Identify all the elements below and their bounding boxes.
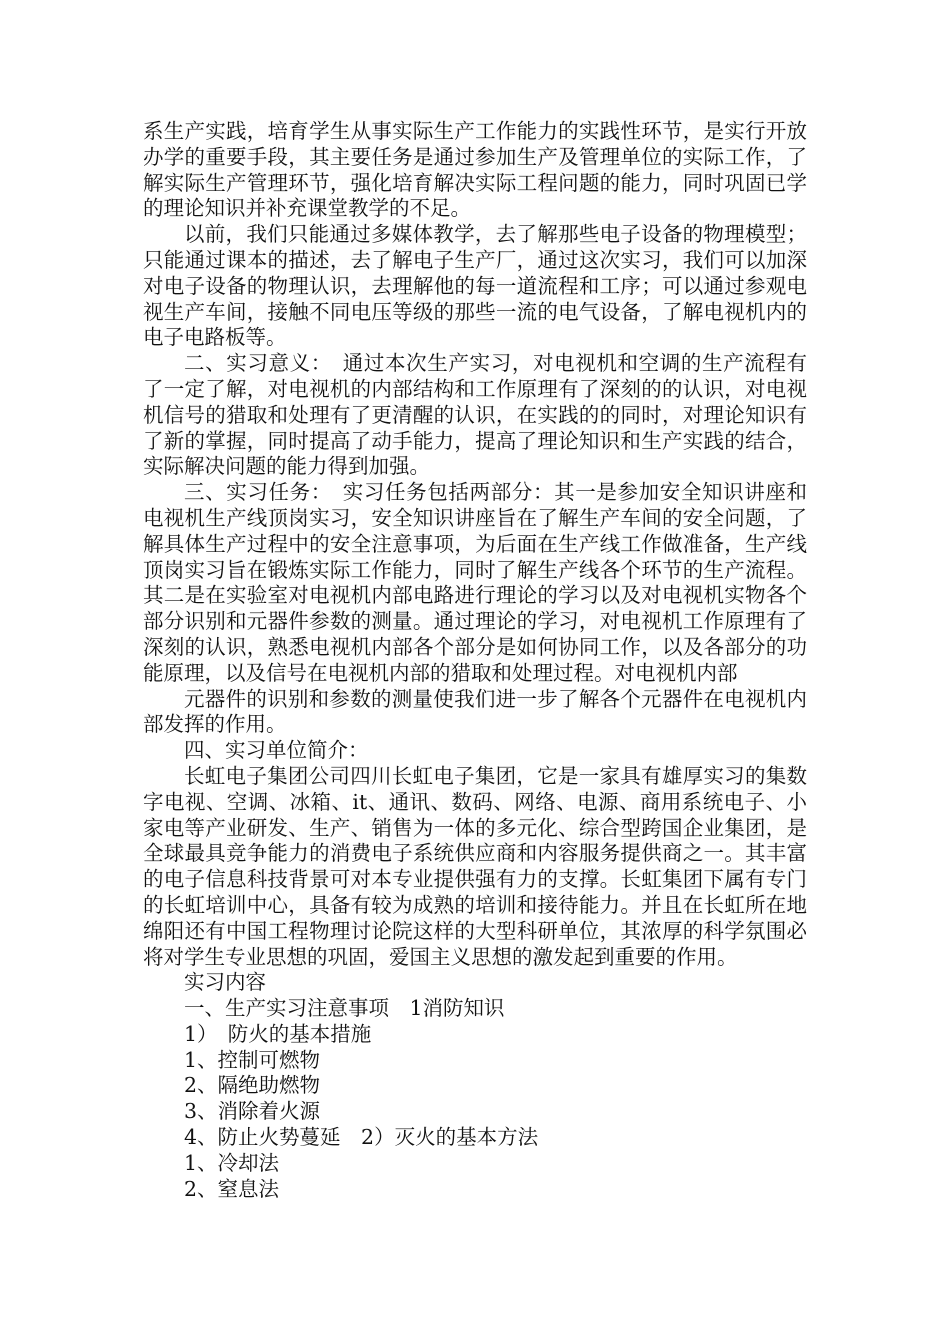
list-item: 4、防止火势蔓延 2）灭火的基本方法 [184,1125,539,1150]
list-item: 2、窒息法 [184,1176,280,1201]
paragraph-changhong-intro: 长虹电子集团公司四川长虹电子集团，它是一家具有雄厚实习的集数字电视、空调、冰箱、it、通讯、数码、网络、电源、商用系统电子、小家电等产业研发、生产、销售为一体的多元化、综合型跨国企业集团，是全球最具竞争能力的消费电子系统供应商和内容服务提供商之一。其丰富的电子信息科技背景可对本专业提供强有力的支撑。长虹集团下属有专门的长虹培训中心，具备有较为成熟的培训和接待能力。并且在长虹所在地绵阳还有中国工程物理讨论院这样的大型科研单位，其浓厚的科学氛围必将对学生专业思想的巩固，爱国主义思想的激发起到重要的作用。 [143,763,807,969]
heading-safety-notes: 一、生产实习注意事项 1消防知识 [184,996,505,1021]
paragraph-components-measurement: 元器件的识别和参数的测量使我们进一步了解各个元器件在电视机内部发挥的作用。 [143,686,807,737]
list-item: 3、消除着火源 [184,1099,321,1124]
paragraph-previously: 以前，我们只能通过多媒体教学，去了解那些电子设备的物理模型；只能通过课本的描述，去了解电子生产厂，通过这次实习，我们可以加深对电子设备的物理认识，去理解他的每一道流程和工序；可以通过参观电视生产车间，接触不同电压等级的那些一流的电气设备，了解电视机内的电子电路板等。 [143,222,807,350]
paragraph-internship-tasks: 三、实习任务： 实习任务包括两部分：其一是参加安全知识讲座和电视机生产线顶岗实习，安全知识讲座旨在了解生产车间的安全问题，了解具体生产过程中的安全注意事项，为后面在生产线工作做准备，生产线顶岗实习旨在锻炼实际工作能力，同时了解生产线各个环节的生产流程。其二是在实验室对电视机内部电路进行理论的学习以及对电视机实物各个部分识别和元器件参数的测量。通过理论的学习，对电视机工作原理有了深刻的认识，熟悉电视机内部各个部分是如何协同工作，以及各部分的功能原理，以及信号在电视机内部的猎取和处理过程。对电视机内部 [143,480,807,685]
list-item: 2、隔绝助燃物 [184,1073,321,1098]
list-item: 1、控制可燃物 [184,1047,321,1072]
paragraph-internship-significance: 二、实习意义： 通过本次生产实习，对电视机和空调的生产流程有了一定了解，对电视机的内部结构和工作原理有了深刻的的认识，对电视机信号的猎取和处理有了更清醒的认识，在实践的的同时，对理论知识有了新的掌握，同时提高了动手能力，提高了理论知识和生产实践的结合，实际解决问题的能力得到加强。 [143,351,807,479]
heading-internship-unit: 四、实习单位简介： [184,738,369,763]
list-item-fire-prevention: 1） 防火的基本措施 [184,1021,372,1046]
document-page [143,119,807,1202]
heading-internship-content: 实习内容 [184,970,266,995]
list-item: 1、冷却法 [184,1150,280,1175]
paragraph-intro-continuation: 系生产实践，培育学生从事实际生产工作能力的实践性环节，是实行开放办学的重要手段，其主要任务是通过参加生产及管理单位的实际工作，了解实际生产管理环节，强化培育解决实际工程问题的能力，同时巩固已学的理论知识并补充课堂教学的不足。 [143,119,807,221]
